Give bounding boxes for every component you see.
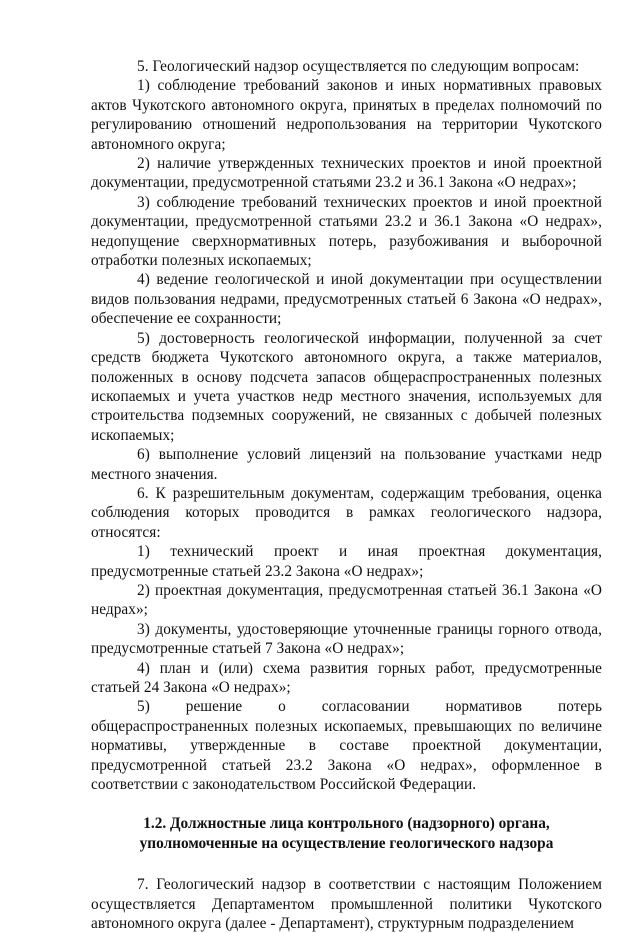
paragraph-subitem-5-3: 3) соблюдение требований технических проектов и иной проектной документации, предусмотренной статьями 23.2 и 36.1 Закона «О недрах», недопущение сверхнормативных потерь, разубоживания и выборочной отработки полезных ископаемых; (91, 193, 602, 270)
paragraph-item-5: 5. Геологический надзор осуществляется по следующим вопросам: (137, 58, 580, 75)
paragraph-item-6: 6. К разрешительным документам, содержащим требования, оценка соблюдения которых проводится в рамках геологического надзора, относятся: (91, 484, 602, 541)
paragraph-subitem-5-4: 4) ведение геологической и иной документации при осуществлении видов пользования недрами, предусмотренных статьей 6 Закона «О недрах», обеспечение ее сохранности; (91, 271, 602, 328)
paragraph-subitem-5-1: 1) соблюдение требований законов и иных нормативных правовых актов Чукотского автономного округа, принятых в пределах полномочий по регулированию отношений недропользования на территории Чукотского автономного округа; (91, 77, 602, 153)
paragraph-item-7: 7. Геологический надзор в соответствии с настоящим Положением осуществляется Департаментом промышленной политики Чукотского автономного округа (далее - Департамент), структурным подразделением (91, 876, 602, 933)
paragraph-subitem-5-6: 6) выполнение условий лицензий на пользование участками недр местного значения. (91, 446, 602, 483)
paragraph-subitem-6-5: 5) решение о согласовании нормативов потерь общераспространенных полезных ископаемых, превышающих по величине нормативы, утвержденные в составе проектной документации, предусмотренной статьей 23.2 Закона «О недрах», оформленное в соответствии с законодательством Российской Федерации. (91, 698, 602, 794)
section-heading-line-1: 1.2. Должностные лица контрольного (надзорного) органа, (143, 815, 550, 833)
paragraph-subitem-5-5: 5) достоверность геологической информации, полученной за счет средств бюджета Чукотского автономного округа, а также материалов, положенных в основу подсчета запасов общераспространенных полезных ископаемых и учета участков недр местного значения, используемых для строительства подземных сооружений, не связанных с добычей полезных ископаемых; (91, 329, 602, 444)
paragraph-subitem-6-2: 2) проектная документация, предусмотренная статьей 36.1 Закона «О недрах»; (91, 581, 602, 619)
paragraph-subitem-6-4: 4) план и (или) схема развития горных работ, предусмотренные статьей 24 Закона «О недрах»; (91, 659, 602, 696)
section-heading (91, 814, 602, 853)
paragraph-subitem-6-3: 3) документы, удостоверяющие уточненные границы горного отвода, предусмотренные статьей 7 Закона «О недрах»; (91, 620, 602, 658)
paragraph-subitem-5-2: 2) наличие утвержденных технических проектов и иной проектной документации, предусмотренной статьями 23.2 и 36.1 Закона «О недрах»; (91, 155, 602, 192)
paragraph-subitem-6-1: 1) технический проект и иная проектная документация, предусмотренные статьей 23.2 Закона «О недрах»; (91, 543, 602, 580)
section-heading-line-2: уполномоченные на осуществление геологического надзора (139, 834, 554, 852)
